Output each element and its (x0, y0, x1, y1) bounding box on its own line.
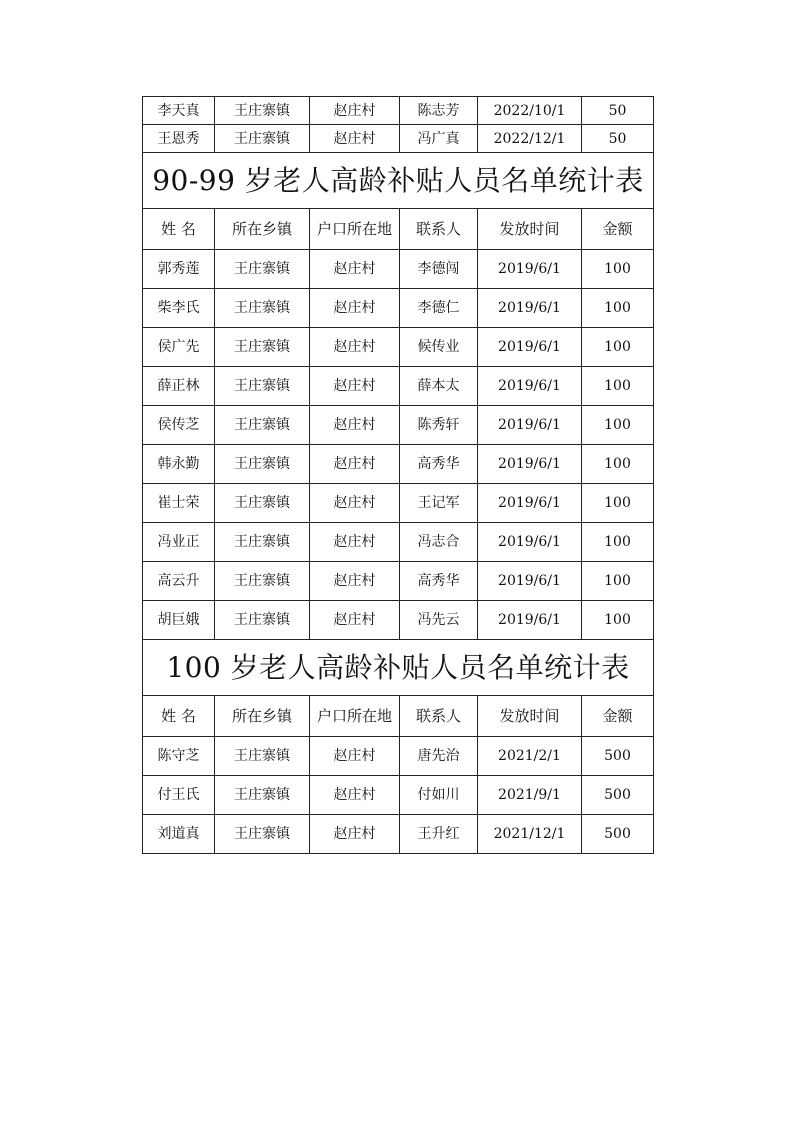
village-cell: 赵庄村 (310, 367, 400, 406)
contact-cell: 付如川 (400, 776, 478, 815)
village-cell: 赵庄村 (310, 125, 400, 153)
town-cell: 王庄寨镇 (215, 776, 310, 815)
town-cell: 王庄寨镇 (215, 289, 310, 328)
date-cell: 2019/6/1 (478, 328, 582, 367)
town-cell: 王庄寨镇 (215, 97, 310, 125)
contact-cell: 高秀华 (400, 445, 478, 484)
column-header: 发放时间 (478, 696, 582, 737)
column-header: 发放时间 (478, 209, 582, 250)
date-cell: 2022/12/1 (478, 125, 582, 153)
amount-cell: 100 (582, 601, 654, 640)
town-cell: 王庄寨镇 (215, 562, 310, 601)
table-row (143, 562, 654, 601)
table-row (143, 125, 654, 153)
contact-cell: 陈志芳 (400, 97, 478, 125)
date-cell: 2021/9/1 (478, 776, 582, 815)
amount-cell: 100 (582, 523, 654, 562)
village-cell: 赵庄村 (310, 562, 400, 601)
contact-cell: 冯志合 (400, 523, 478, 562)
town-cell: 王庄寨镇 (215, 367, 310, 406)
contact-cell: 李德闯 (400, 250, 478, 289)
table-row (143, 737, 654, 776)
amount-cell: 100 (582, 445, 654, 484)
table-row (143, 97, 654, 125)
name-cell: 柴李氏 (143, 289, 215, 328)
contact-cell: 王记军 (400, 484, 478, 523)
town-cell: 王庄寨镇 (215, 445, 310, 484)
date-cell: 2021/12/1 (478, 815, 582, 854)
village-cell: 赵庄村 (310, 289, 400, 328)
date-cell: 2019/6/1 (478, 406, 582, 445)
date-cell: 2021/2/1 (478, 737, 582, 776)
name-cell: 高云升 (143, 562, 215, 601)
column-header: 金额 (582, 696, 654, 737)
date-cell: 2019/6/1 (478, 250, 582, 289)
name-cell: 冯业正 (143, 523, 215, 562)
village-cell: 赵庄村 (310, 601, 400, 640)
subsidy-table-body (143, 97, 654, 854)
name-cell: 王恩秀 (143, 125, 215, 153)
name-cell: 崔士荣 (143, 484, 215, 523)
contact-cell: 李德仁 (400, 289, 478, 328)
column-header: 姓 名 (143, 696, 215, 737)
date-cell: 2022/10/1 (478, 97, 582, 125)
village-cell: 赵庄村 (310, 484, 400, 523)
village-cell: 赵庄村 (310, 406, 400, 445)
name-cell: 侯传芝 (143, 406, 215, 445)
name-cell: 付王氏 (143, 776, 215, 815)
table-row (143, 367, 654, 406)
amount-cell: 100 (582, 328, 654, 367)
village-cell: 赵庄村 (310, 97, 400, 125)
town-cell: 王庄寨镇 (215, 125, 310, 153)
town-cell: 王庄寨镇 (215, 815, 310, 854)
town-cell: 王庄寨镇 (215, 601, 310, 640)
amount-cell: 100 (582, 250, 654, 289)
table-row (143, 406, 654, 445)
section-100-title-row (143, 640, 654, 696)
table-row (143, 289, 654, 328)
table-row (143, 250, 654, 289)
name-cell: 薛正林 (143, 367, 215, 406)
column-header: 姓 名 (143, 209, 215, 250)
name-cell: 刘道真 (143, 815, 215, 854)
contact-cell: 高秀华 (400, 562, 478, 601)
column-header: 户口所在地 (310, 209, 400, 250)
amount-cell: 50 (582, 97, 654, 125)
name-cell: 陈守芝 (143, 737, 215, 776)
village-cell: 赵庄村 (310, 815, 400, 854)
section-90-title: 90-99 岁老人高龄补贴人员名单统计表 (143, 153, 654, 209)
date-cell: 2019/6/1 (478, 601, 582, 640)
contact-cell: 唐先治 (400, 737, 478, 776)
name-cell: 李天真 (143, 97, 215, 125)
section-100-title: 100 岁老人高龄补贴人员名单统计表 (143, 640, 654, 696)
table-row (143, 484, 654, 523)
town-cell: 王庄寨镇 (215, 250, 310, 289)
town-cell: 王庄寨镇 (215, 328, 310, 367)
section-90-header-row (143, 209, 654, 250)
date-cell: 2019/6/1 (478, 445, 582, 484)
amount-cell: 100 (582, 367, 654, 406)
village-cell: 赵庄村 (310, 523, 400, 562)
amount-cell: 100 (582, 484, 654, 523)
date-cell: 2019/6/1 (478, 484, 582, 523)
contact-cell: 冯广真 (400, 125, 478, 153)
date-cell: 2019/6/1 (478, 367, 582, 406)
table-row (143, 601, 654, 640)
column-header: 所在乡镇 (215, 696, 310, 737)
amount-cell: 500 (582, 815, 654, 854)
contact-cell: 王升红 (400, 815, 478, 854)
date-cell: 2019/6/1 (478, 523, 582, 562)
village-cell: 赵庄村 (310, 250, 400, 289)
amount-cell: 50 (582, 125, 654, 153)
column-header: 联系人 (400, 209, 478, 250)
village-cell: 赵庄村 (310, 737, 400, 776)
name-cell: 侯广先 (143, 328, 215, 367)
amount-cell: 100 (582, 562, 654, 601)
table-row (143, 815, 654, 854)
table-row (143, 445, 654, 484)
subsidy-table (142, 96, 654, 854)
date-cell: 2019/6/1 (478, 289, 582, 328)
amount-cell: 100 (582, 406, 654, 445)
town-cell: 王庄寨镇 (215, 484, 310, 523)
contact-cell: 冯先云 (400, 601, 478, 640)
table-row (143, 523, 654, 562)
column-header: 户口所在地 (310, 696, 400, 737)
village-cell: 赵庄村 (310, 445, 400, 484)
amount-cell: 100 (582, 289, 654, 328)
table-row (143, 328, 654, 367)
town-cell: 王庄寨镇 (215, 523, 310, 562)
table-row (143, 776, 654, 815)
name-cell: 韩永勤 (143, 445, 215, 484)
column-header: 所在乡镇 (215, 209, 310, 250)
town-cell: 王庄寨镇 (215, 406, 310, 445)
name-cell: 胡巨娥 (143, 601, 215, 640)
section-100-header-row (143, 696, 654, 737)
column-header: 联系人 (400, 696, 478, 737)
name-cell: 郭秀莲 (143, 250, 215, 289)
town-cell: 王庄寨镇 (215, 737, 310, 776)
contact-cell: 薛本太 (400, 367, 478, 406)
date-cell: 2019/6/1 (478, 562, 582, 601)
section-90-title-row (143, 153, 654, 209)
amount-cell: 500 (582, 776, 654, 815)
amount-cell: 500 (582, 737, 654, 776)
contact-cell: 候传业 (400, 328, 478, 367)
village-cell: 赵庄村 (310, 776, 400, 815)
village-cell: 赵庄村 (310, 328, 400, 367)
contact-cell: 陈秀轩 (400, 406, 478, 445)
column-header: 金额 (582, 209, 654, 250)
